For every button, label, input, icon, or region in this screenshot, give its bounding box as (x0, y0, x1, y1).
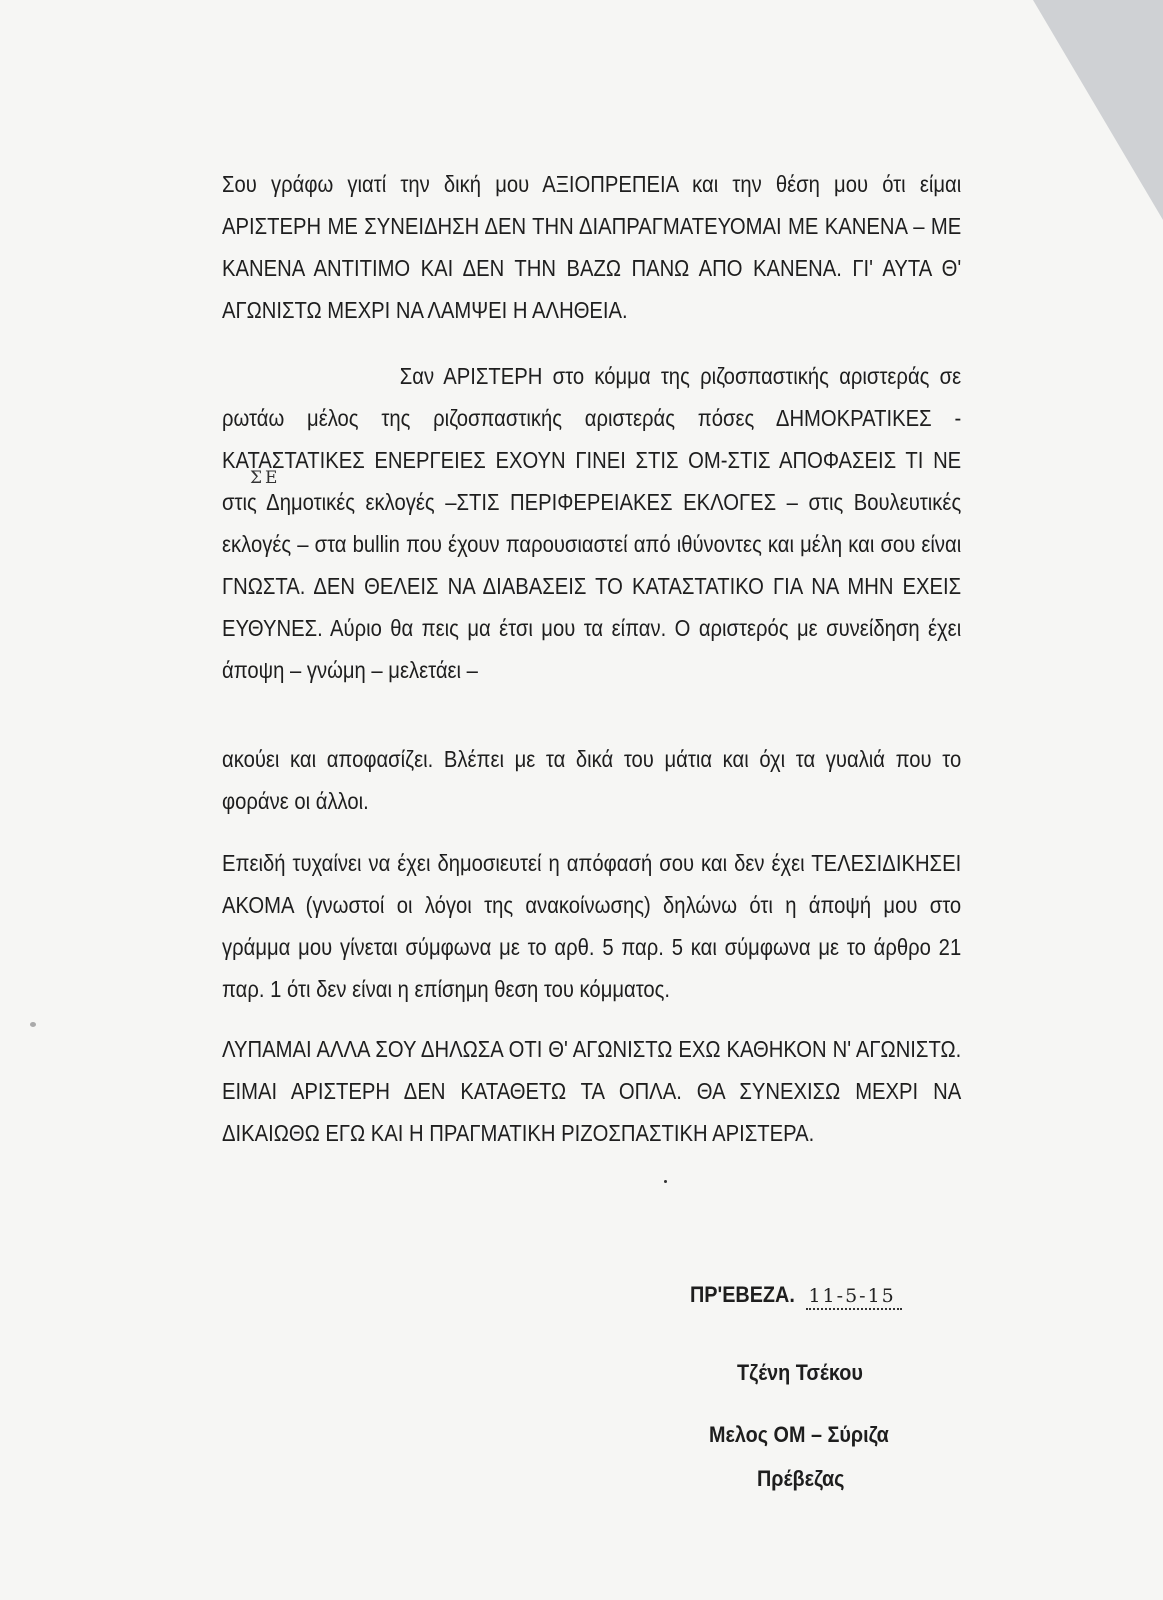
paragraph-2-text: Σαν ΑΡΙΣΤΕΡΗ στο κόμμα της ριζοσπαστικής αριστεράς σε ρωτάω μέλος της ριζοσπαστικής αριστεράς πόσες ΔΗΜΟΚΡΑΤΙΚΕΣ - ΚΑΤΑΣΤΑΤΙΚΕΣ ΕΝΕΡΓΕΙΕΣ ΕΧΟΥΝ ΓΙΝΕΙ ΣΤΙΣ ΟΜ-ΣΤΙΣ ΑΠΟΦΑΣΕΙΣ ΤΙ ΝΕ στις Δημοτικές εκλογές –ΣΤΙΣ ΠΕΡΙΦΕΡΕΙΑΚΕΣ ΕΚΛΟΓΕΣ – στις Βουλευτικές εκλογές – στα bullin που έχουν παρουσιαστεί από ιθύνοντες και μέλη και σου είναι ΓΝΩΣΤΑ. ΔΕΝ ΘΕΛΕΙΣ ΝΑ ΔΙΑΒΑΣΕΙΣ ΤΟ ΚΑΤΑΣΤΑΤΙΚΟ ΓΙΑ ΝΑ ΜΗΝ ΕΧΕΙΣ ΕΥΘΥΝΕΣ. Αύριο θα πεις μα έτσι μου τα είπαν. Ο αριστερός με συνείδηση έχει άποψη – γνώμη – μελετάει – (222, 363, 962, 683)
folded-corner (1033, 0, 1163, 220)
place-label: ΠΡ'ΕΒΕΖΑ. (690, 1282, 795, 1307)
paragraph-5 (222, 1028, 962, 1154)
paragraph-1-text: Σου γράφω γιατί την δική μου ΑΞΙΟΠΡΕΠΕΙΑ και την θέση μου ότι είμαι ΑΡΙΣΤΕΡΗ ΜΕ ΣΥΝΕΙΔΗΣΗ ΔΕΝ ΤΗΝ ΔΙΑΠΡΑΓΜΑΤΕΥΟΜΑΙ ΜΕ ΚΑΝΕΝΑ – ΜΕ ΚΑΝΕΝΑ ΑΝΤΙΤΙΜΟ ΚΑΙ ΔΕΝ ΤΗΝ ΒΑΖΩ ΠΑΝΩ ΑΠΟ ΚΑΝΕΝΑ. ΓΙ' ΑΥΤΑ Θ' ΑΓΩΝΙΣΤΩ ΜΕΧΡΙ ΝΑ ΛΑΜΨΕΙ Η ΑΛΗΘΕΙΑ. (222, 171, 962, 323)
stray-dot (664, 1180, 667, 1183)
place-date-line (690, 1282, 902, 1310)
paragraph-2 (222, 355, 962, 691)
paragraph-3-text: ακούει και αποφασίζει. Βλέπει με τα δικά του μάτια και όχι τα γυαλιά που το φοράνε οι άλλοι. (222, 746, 962, 814)
paragraph-1 (222, 163, 962, 331)
signer-town: Πρέβεζας (757, 1466, 845, 1491)
handwritten-date: 11-5-15 (806, 1285, 901, 1310)
scan-speck (30, 1022, 36, 1027)
signer-name: Τζένη Τσέκου (737, 1360, 863, 1385)
paragraph-5-text: ΛΥΠΑΜΑΙ ΑΛΛΑ ΣΟΥ ΔΗΛΩΣΑ ΟΤΙ Θ' ΑΓΩΝΙΣΤΩ ΕΧΩ ΚΑΘΗΚΟΝ Ν' ΑΓΩΝΙΣΤΩ. ΕΙΜΑΙ ΑΡΙΣΤΕΡΗ ΔΕΝ ΚΑΤΑΘΕΤΩ ΤΑ ΟΠΛΑ. ΘΑ ΣΥΝΕΧΙΣΩ ΜΕΧΡΙ ΝΑ ΔΙΚΑΙΩΘΩ ΕΓΩ ΚΑΙ Η ΠΡΑΓΜΑΤΙΚΗ ΡΙΖΟΣΠΑΣΤΙΚΗ ΑΡΙΣΤΕΡΑ. (222, 1036, 962, 1146)
paragraph-4-text: Επειδή τυχαίνει να έχει δημοσιευτεί η απόφασή σου και δεν έχει ΤΕΛΕΣΙΔΙΚΗΣΕΙ ΑΚΟΜΑ (γνωστοί οι λόγοι της ανακοίνωσης) δηλώνω ότι η άποψή μου στο γράμμα μου γίνεται σύμφωνα με το αρθ. 5 παρ. 5 και σύμφωνα με το άρθρο 21 παρ. 1 ότι δεν είναι η επίσημη θεση του κόμματος. (222, 850, 962, 1002)
paragraph-3 (222, 738, 962, 822)
handwritten-correction: ΣΕ (250, 468, 281, 488)
signer-role: Μελος ΟΜ – Σύριζα (709, 1422, 889, 1447)
paragraph-4 (222, 842, 962, 1010)
